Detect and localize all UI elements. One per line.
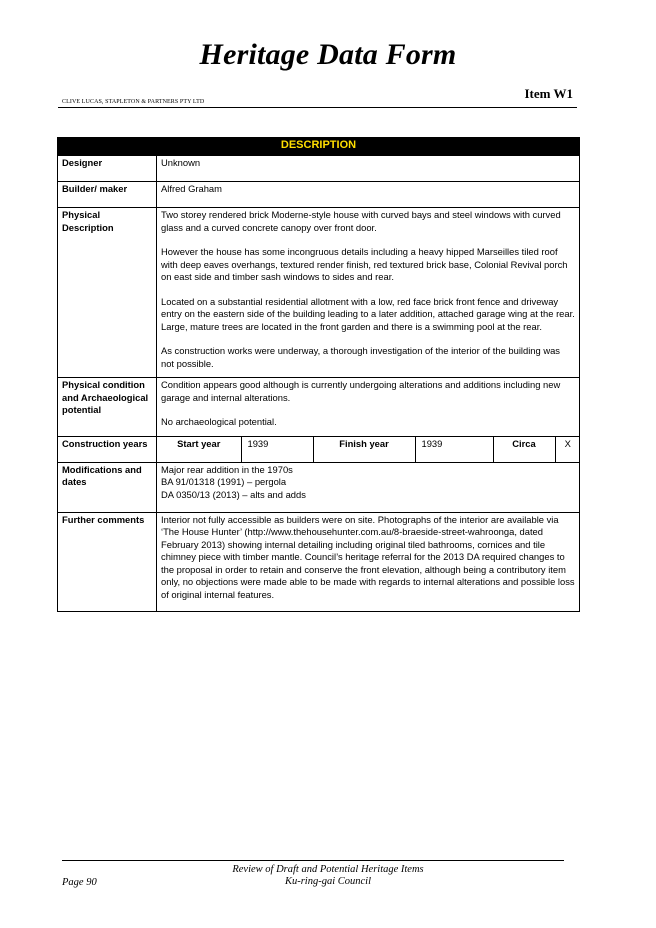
description-paragraph: Two storey rendered brick Moderne-style house with curved bays and steel windows with curved glass and a curved concrete canopy over front door.	[161, 209, 561, 233]
construction-years-row	[58, 436, 580, 462]
further-comments-value: Interior not fully accessible as builders were on site. Photographs of the interior are available via ‘The House Hunter’ (http://www.thehousehunter.com.au/8-braeside-street-wahroonga, dated February 2013) showing internal detailing including original tiled bathrooms, cornices and tile chimney piece with timber mantle. Council’s heritage referral for the 2013 DA required changes to the proposal in order to retain and conserve the front elevation, although being a contributory item only, no objections were made able to be made with regards to internal alterations and possible loss of original internal features.	[157, 512, 580, 612]
page-title: Heritage Data Form	[199, 38, 457, 71]
footer-divider	[62, 860, 564, 861]
further-comments-row	[58, 512, 580, 612]
circa-value: X	[555, 437, 580, 462]
modifications-row	[58, 462, 580, 512]
physical-description-value	[157, 208, 580, 378]
firm-name: CLIVE LUCAS, STAPLETON & PARTNERS PTY LTD	[62, 99, 205, 105]
modifications-label: Modifications and dates	[58, 462, 157, 512]
designer-row	[58, 156, 580, 182]
designer-label: Designer	[58, 156, 157, 182]
modification-line: Major rear addition in the 1970s	[161, 463, 293, 475]
builder-value: Alfred Graham	[157, 182, 580, 208]
modification-line: BA 91/01318 (1991) – pergola	[161, 476, 287, 487]
item-id: Item W1	[524, 86, 573, 101]
footer-line-2: Ku-ring-gai Council	[284, 876, 372, 887]
physical-condition-row	[58, 378, 580, 437]
finish-year-label: Finish year	[313, 437, 415, 462]
description-paragraph: However the house has some incongruous details including a heavy hipped Marseilles tiled roof with deep eaves overhangs, textured render finish, red textured brick base, Colonial Revival porch on east side and timber sash windows to sides and rear.	[161, 246, 568, 282]
physical-description-label: Physical Description	[58, 208, 157, 378]
construction-years-cell	[157, 436, 580, 462]
condition-paragraph: No archaeological potential.	[161, 416, 277, 427]
condition-paragraph: Condition appears good although is currently undergoing alterations and additions including new garage and internal alterations.	[161, 379, 561, 403]
physical-condition-value	[157, 378, 580, 437]
modification-line: DA 0350/13 (2013) – alts and adds	[161, 488, 306, 500]
page-number: Page 90	[62, 877, 97, 888]
header-divider	[58, 107, 577, 108]
builder-label: Builder/ maker	[58, 182, 157, 208]
start-year-label: Start year	[177, 437, 221, 449]
construction-years-table	[157, 437, 580, 462]
finish-year-value: 1939	[415, 437, 493, 462]
physical-condition-label: Physical condition and Archaeological potential	[58, 378, 157, 437]
section-header-row	[58, 138, 580, 156]
footer-line-1: Review of Draft and Potential Heritage Items	[232, 864, 424, 875]
physical-description-row	[58, 208, 580, 378]
modifications-value	[157, 462, 580, 512]
designer-value: Unknown	[157, 156, 580, 182]
description-paragraph: Located on a substantial residential allotment with a low, red face brick front fence and driveway entry on the eastern side of the building leading to a later addition, attached garage wing at the rear. Large, mature trees are located in the front garden and there is a swimming pool at the rear.	[161, 295, 575, 332]
heritage-form-table	[57, 137, 580, 612]
footer-title	[0, 864, 656, 888]
further-comments-label: Further comments	[58, 512, 157, 612]
description-paragraph: As construction works were underway, a thorough investigation of the interior of the building was not possible.	[161, 345, 560, 369]
builder-row	[58, 182, 580, 208]
circa-label: Circa	[493, 437, 555, 462]
section-title: DESCRIPTION	[58, 138, 580, 156]
start-year-value: 1939	[241, 437, 313, 462]
construction-years-label: Construction years	[58, 436, 157, 462]
